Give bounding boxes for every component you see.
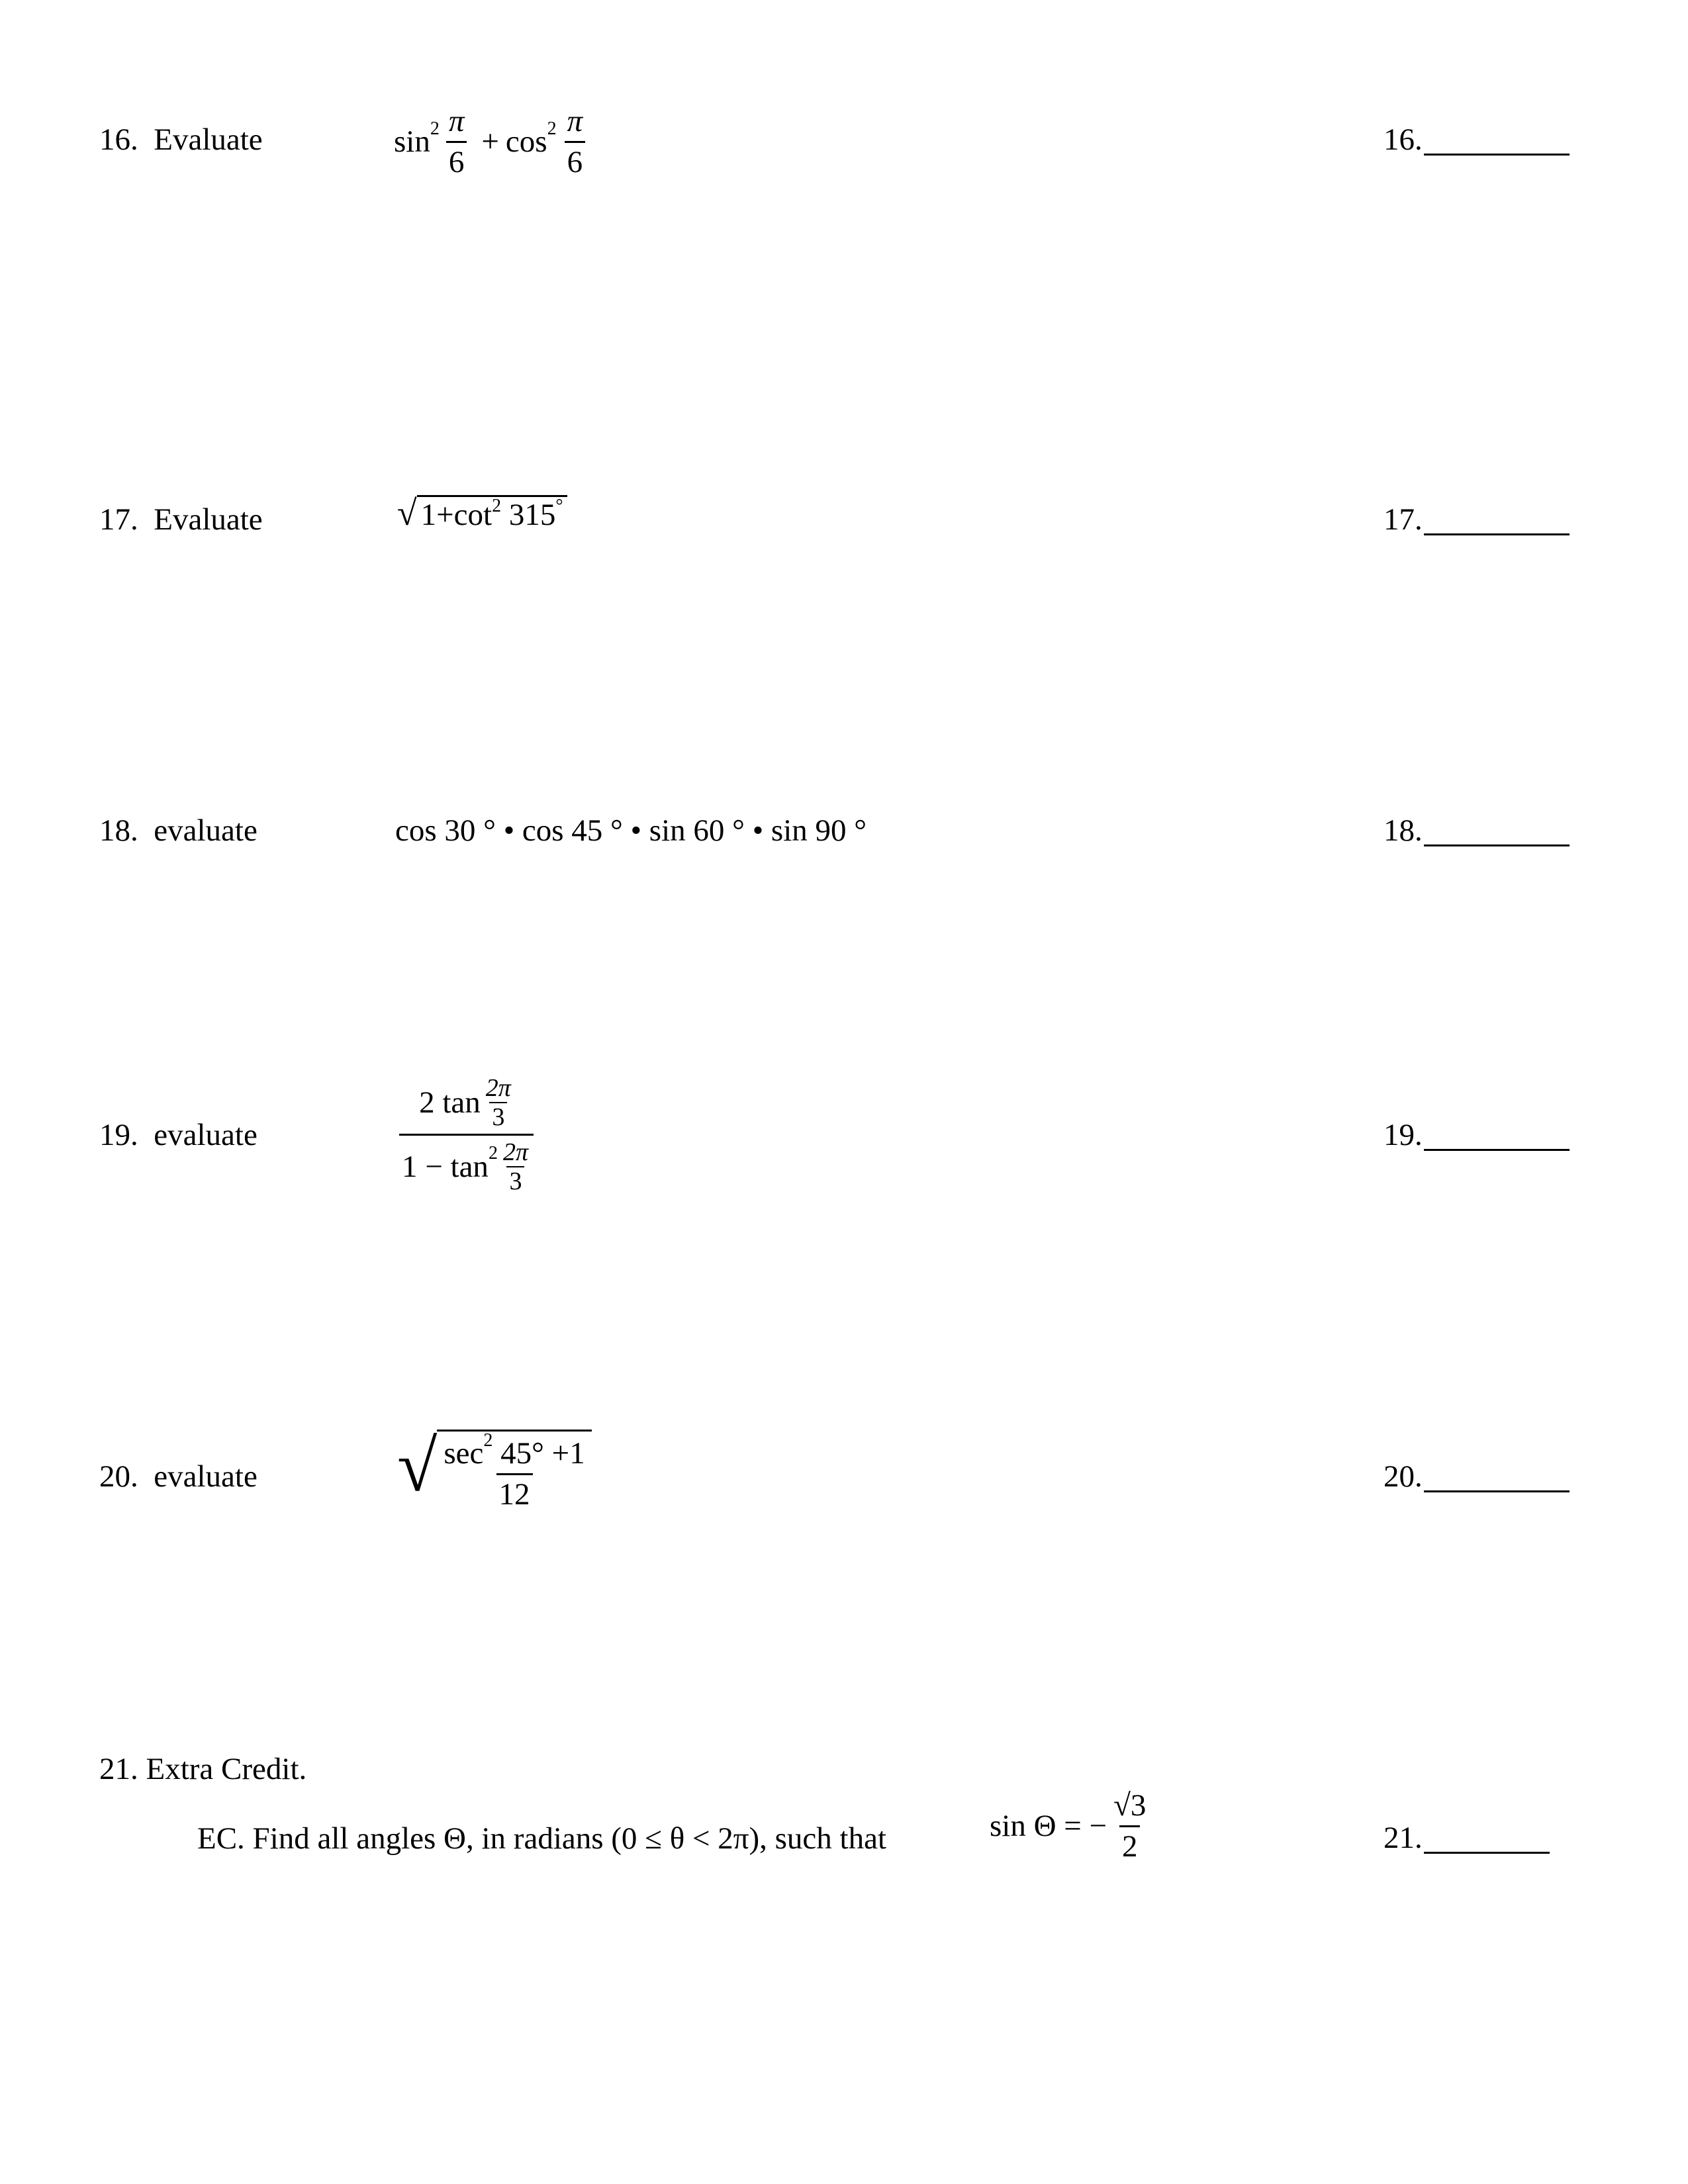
problem-17-label: 17. Evaluate (99, 502, 263, 537)
pi-over-6-fraction: $\frac{\pi}{6}$ (565, 106, 586, 178)
extra-credit-question: EC. Find all angles Θ, in radians (0 ≤ θ < 2π), such that (197, 1821, 886, 1856)
radical-sign: √ (397, 493, 417, 533)
problem-20-expression (397, 1426, 592, 1512)
problem-16-expression: sin 2 $\frac{\pi}{6}$ + cos 2 $\frac{\pi}{6}$ (394, 106, 585, 178)
extra-credit-heading: 21. Extra Credit. (99, 1752, 307, 1786)
problem-20-label: 20. evaluate (99, 1459, 258, 1494)
answer-line-16[interactable]: 16. (1383, 123, 1570, 156)
problem-18-expression: cos 30 ° • cos 45 ° • sin 60 ° • sin 90 ° (395, 813, 867, 848)
main-fraction: 2 tan $\frac{2\pi}{3}$ 1 − tan 2 $\frac{2\pi}{3}$ (399, 1075, 534, 1194)
problem-number: 16. (99, 122, 138, 157)
radical-sign: √ (397, 1426, 438, 1506)
sqrt3-over-2: $\frac{√3}{2}$ (1113, 1788, 1147, 1864)
answer-blank[interactable] (1424, 814, 1570, 846)
answer-blank[interactable] (1424, 1460, 1570, 1492)
answer-line-18[interactable]: 18. (1383, 814, 1570, 846)
answer-line-21[interactable]: 21. (1383, 1821, 1550, 1854)
problem-18-label: 18. evaluate (99, 813, 258, 848)
answer-line-19[interactable]: 19. (1383, 1118, 1570, 1151)
two-pi-over-3: $\frac{2\pi}{3}$ (502, 1138, 528, 1195)
problem-19-expression (399, 1075, 534, 1194)
answer-line-17[interactable]: 17. (1383, 503, 1570, 535)
answer-blank[interactable] (1424, 1821, 1550, 1854)
problem-prompt: Evaluate (154, 122, 263, 157)
answer-blank[interactable] (1424, 1118, 1570, 1151)
pi-over-6-fraction: $\frac{\pi}{6}$ (446, 106, 467, 178)
extra-credit-equation: sin Θ = − $\frac{√3}{2}$ (990, 1790, 1149, 1862)
answer-line-20[interactable]: 20. (1383, 1460, 1570, 1492)
answer-blank[interactable] (1424, 123, 1570, 156)
problem-19-label: 19. evaluate (99, 1118, 258, 1152)
problem-16-label (99, 124, 263, 156)
square-root: √ $1+\cot^2$ 315° (397, 495, 567, 531)
square-root: √ sec 2 45° +1 12 (397, 1430, 592, 1510)
two-pi-over-3: $\frac{2\pi}{3}$ (485, 1074, 511, 1131)
answer-blank[interactable] (1424, 503, 1570, 535)
problem-17-expression (397, 495, 567, 531)
